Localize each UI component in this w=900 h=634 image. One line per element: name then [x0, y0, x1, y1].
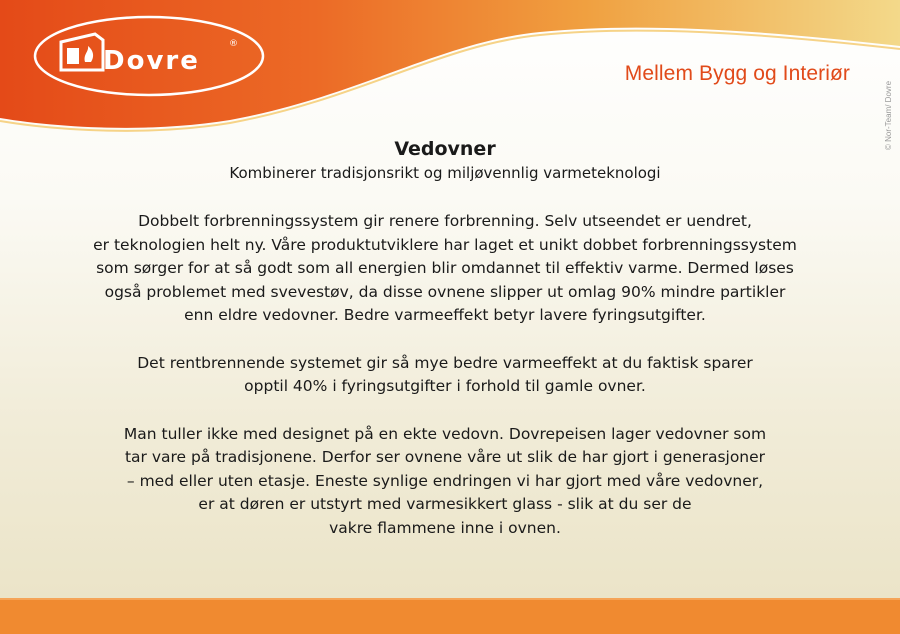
paragraph-line: enn eldre vedovner. Bedre varmeeffekt betyr lavere fyringsutgifter. — [184, 306, 706, 324]
paragraph-line: også problemet med svevestøv, da disse ovnene slipper ut omlag 90% mindre partikler — [104, 282, 786, 301]
paragraph-3 — [40, 423, 850, 541]
svg-text:Dovre: Dovre — [103, 46, 200, 76]
dovre-logo — [33, 14, 265, 98]
paragraph-line: tar vare på tradisjonene. Derfor ser ovnene våre ut slik de har gjort i generasjoner — [124, 448, 766, 466]
footer-bar — [0, 600, 900, 634]
paragraph-line: Man tuller ikke med designet på en ekte vedovn. Dovrepeisen lager vedovner som — [123, 424, 767, 443]
article-body — [40, 136, 850, 540]
paragraph-line: som sørger for at så godt som all energien blir omdannet til effektiv varme. Dermed løses — [96, 259, 794, 277]
photo-credit: © Nor-Team/ Dovre — [884, 80, 893, 150]
paragraph-line: opptil 40% i fyringsutgifter i forhold til gamle ovner. — [244, 377, 646, 395]
article-subtitle: Kombinerer tradisjonsrikt og miljøvennlig varmeteknologi — [229, 164, 661, 182]
article-title: Vedovner — [394, 138, 496, 160]
paragraph-line: – med eller uten etasje. Eneste synlige endringen vi har gjort med våre vedovner, — [126, 471, 764, 490]
paragraph-2 — [40, 352, 850, 399]
paragraph-line: Dobbelt forbrenningssystem gir renere forbrenning. Selv utseendet er uendret, — [138, 212, 752, 230]
paragraph-line: Det rentbrennende systemet gir så mye bedre varmeeffekt at du faktisk sparer — [137, 353, 753, 372]
svg-text:®: ® — [229, 39, 238, 49]
paragraph-line: er teknologien helt ny. Våre produktutviklere har laget et unikt dobbet forbrenningssystem — [93, 235, 797, 254]
paragraph-line: vakre flammene inne i ovnen. — [329, 518, 561, 537]
tagline: Mellem Bygg og Interiør — [624, 62, 850, 85]
paragraph-1 — [40, 210, 850, 328]
paragraph-line: er at døren er utstyrt med varmesikkert glass - slik at du ser de — [198, 495, 692, 513]
